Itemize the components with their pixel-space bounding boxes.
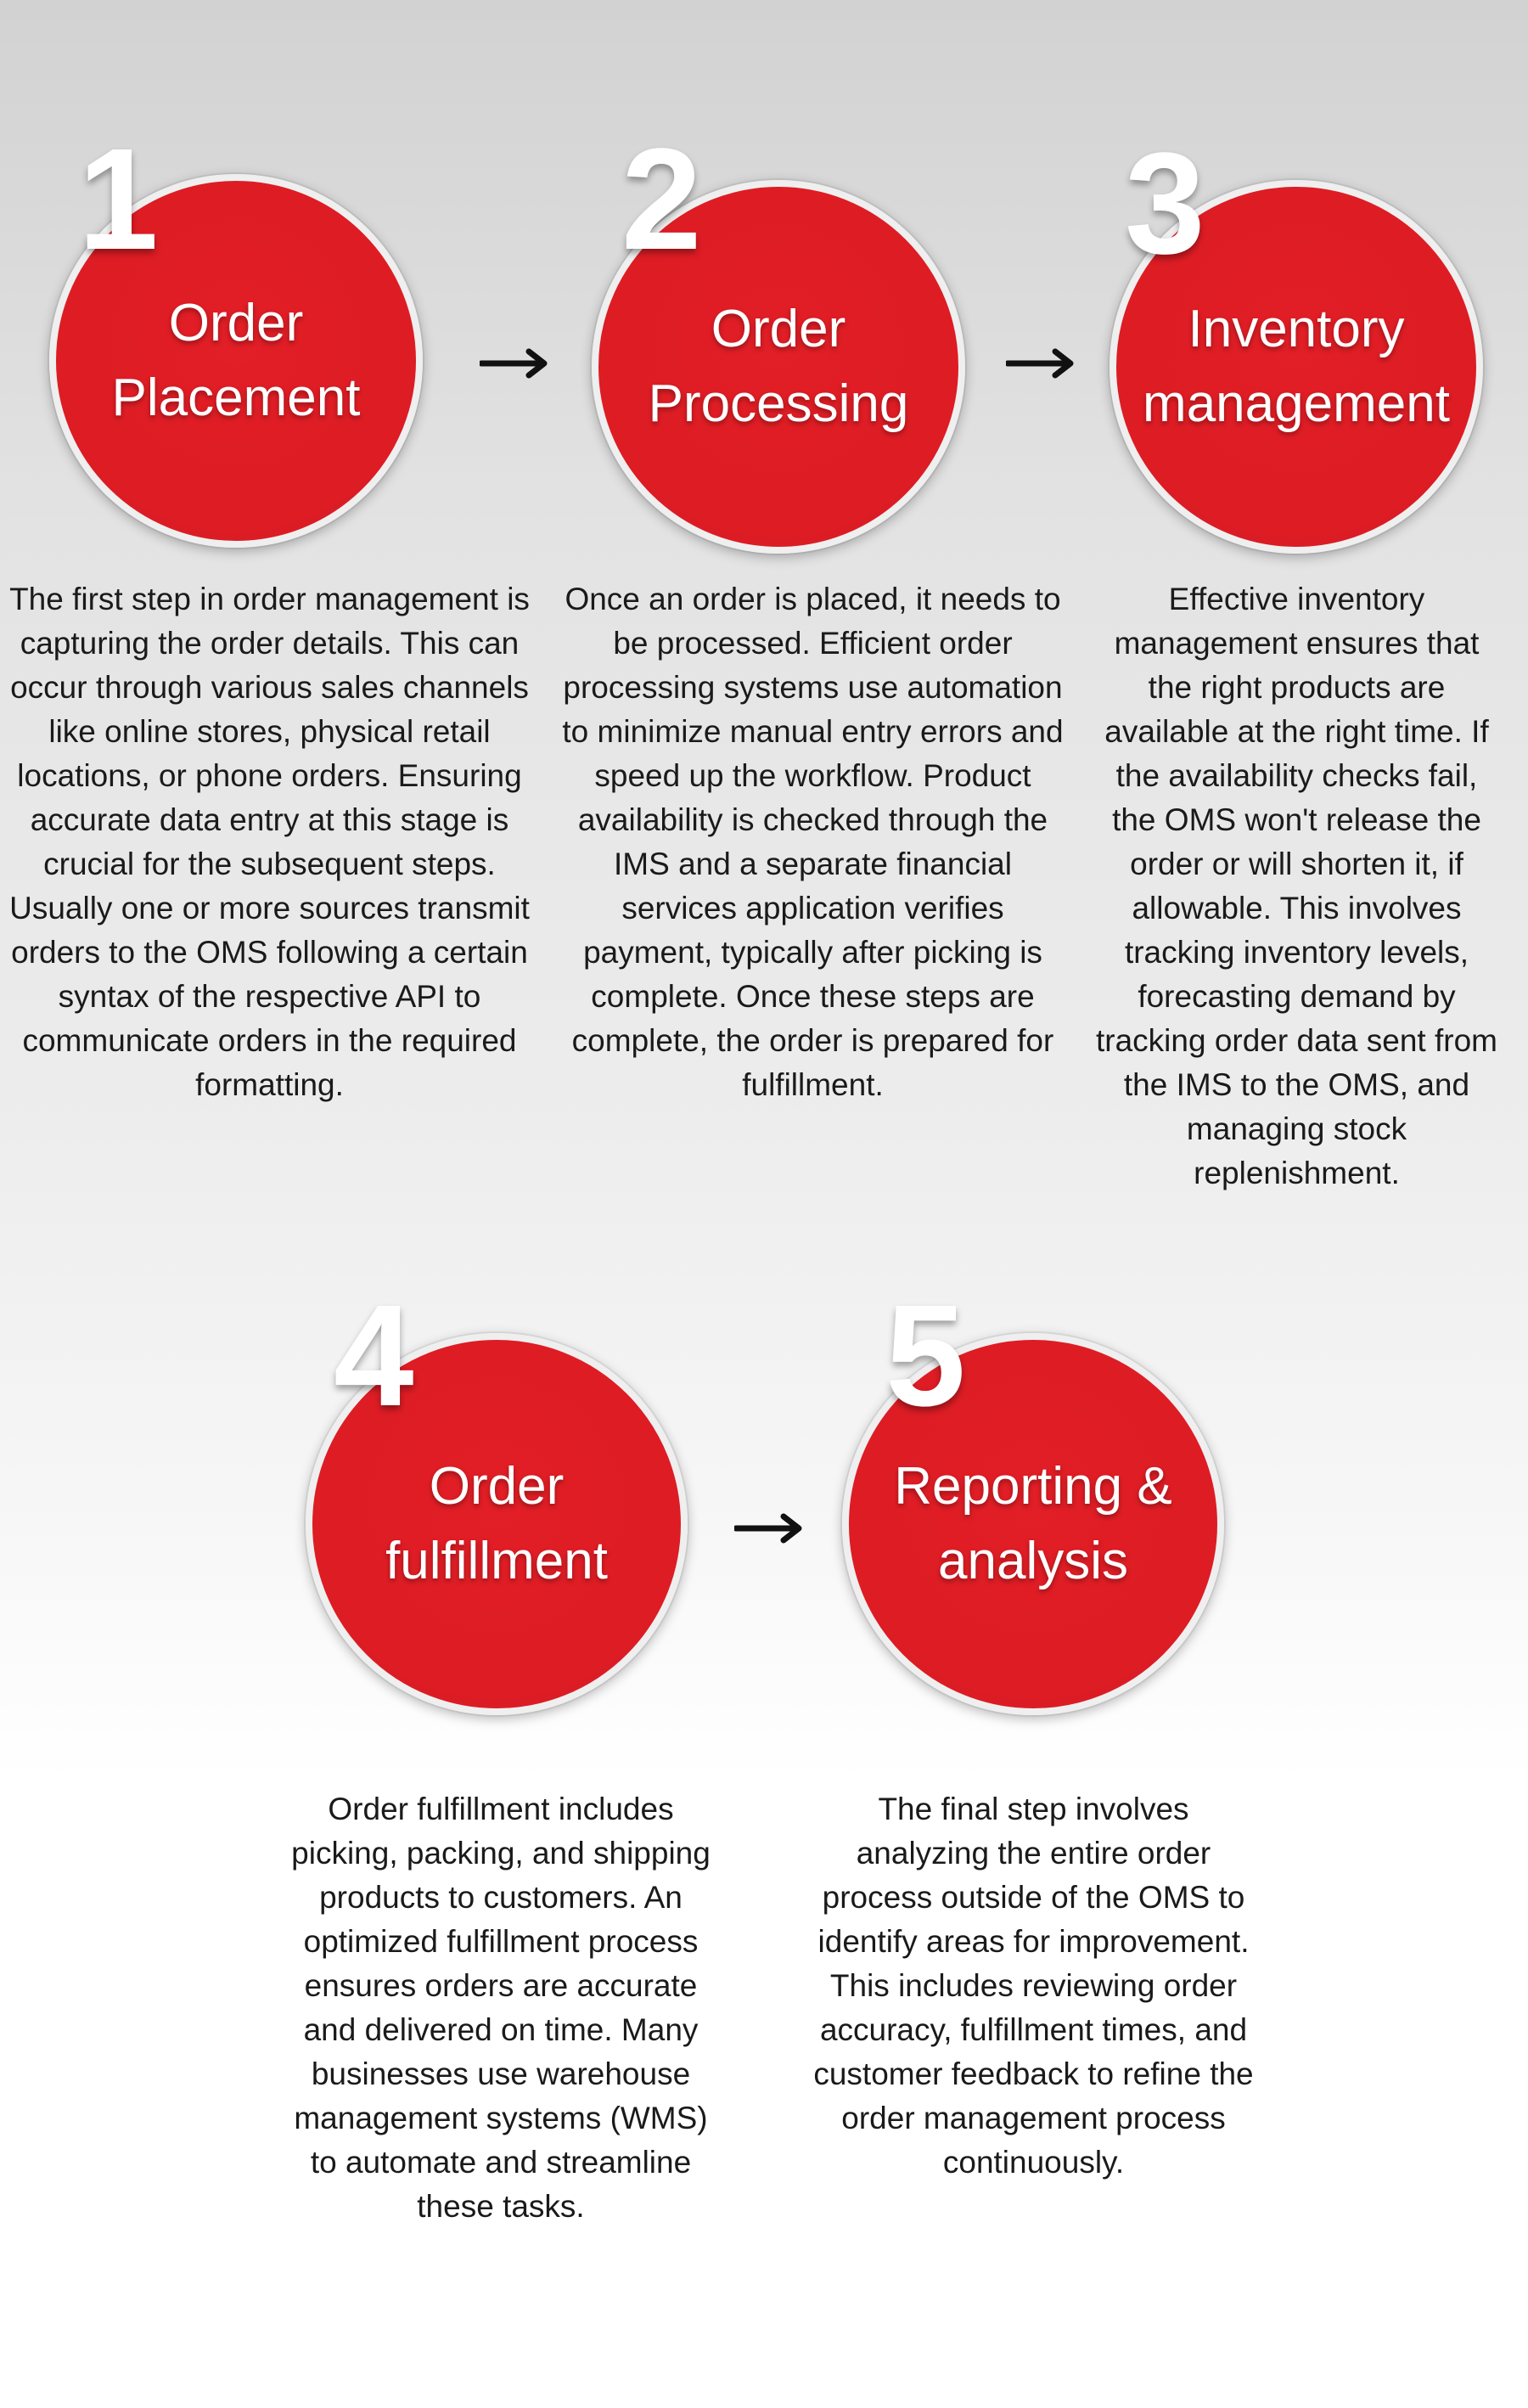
step-1-title-line2: Placement bbox=[111, 369, 361, 427]
step-2-title-line2: Processing bbox=[648, 374, 909, 433]
step-2-description: Once an order is placed, it needs to be processed. Efficient order processing systems use automation to minimize manual entry errors and speed up the workflow. Product availability is checked through the IMS and a separate financial services application verifies payment, typically after picking is complete. Once these steps are complete, the order is prepared for fulfillment. bbox=[562, 582, 1064, 1102]
right-arrow-icon bbox=[480, 346, 551, 380]
step-2-number: 2 bbox=[621, 119, 702, 280]
step-2-title-line1: Order bbox=[711, 300, 846, 358]
step-1-number: 1 bbox=[78, 119, 159, 280]
step-5-number: 5 bbox=[885, 1275, 966, 1437]
step-4-number: 4 bbox=[334, 1275, 414, 1437]
right-arrow-icon bbox=[1006, 346, 1077, 380]
step-5-title-line1: Reporting & bbox=[894, 1457, 1172, 1516]
step-5-description: The final step involves analyzing the entire order process outside of the OMS to identify areas for improvement. This includes reviewing order accuracy, fulfillment times, and customer feedback to refine the order management process continuously. bbox=[813, 1792, 1254, 2180]
step-1-description: The first step in order management is capturing the order details. This can occur through various sales channels like online stores, physical retail locations, or phone orders. Ensuring accurate data entry at this stage is crucial for the subsequent steps. Usually one or more sources transmit orders to the OMS following a certain syntax of the respective API to communicate orders in the required formatting. bbox=[9, 582, 530, 1102]
step-4-title-line1: Order bbox=[429, 1457, 565, 1516]
step-5-title-line2: analysis bbox=[938, 1532, 1128, 1590]
step-3-title-line2: management bbox=[1143, 374, 1450, 433]
step-3-title-line1: Inventory bbox=[1188, 300, 1405, 358]
right-arrow-icon bbox=[734, 1511, 806, 1545]
step-4-description: Order fulfillment includes picking, packing, and shipping products to customers. An optimized fulfillment process ensures orders are accurate and delivered on time. Many businesses use warehouse management systems (WMS) to automate and streamline these tasks. bbox=[291, 1792, 711, 2224]
step-3-description: Effective inventory management ensures that the right products are available at the right time. If the availability checks fail, the OMS won't release the order or will shorten it, if allowable. This involves tracking inventory levels, forecasting demand by tracking order data sent from the IMS to the OMS, and managing stock replenishment. bbox=[1096, 582, 1497, 1190]
step-1-title-line1: Order bbox=[168, 294, 304, 352]
step-4-title-line2: fulfillment bbox=[385, 1532, 608, 1590]
step-3-number: 3 bbox=[1125, 123, 1205, 284]
